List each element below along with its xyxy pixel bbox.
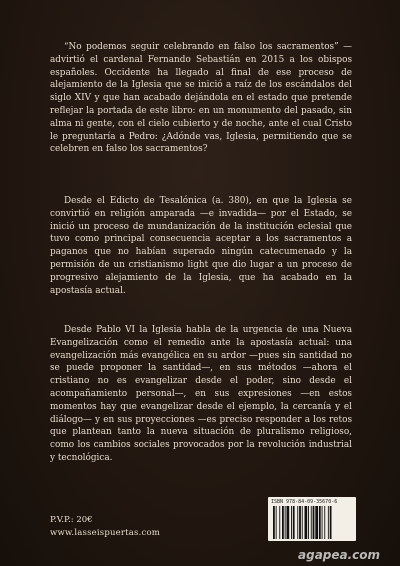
isbn-number: ISBN 978-84-09-35670-6	[271, 499, 338, 505]
isbn-barcode	[268, 497, 356, 541]
synopsis-paragraph-3: Desde Pablo VI la Iglesia habla de la urgencia de una Nueva Evangelización como el remedio ante la apostasía actual: una evangelización más evangélica en su ardor —pues sin santidad no se puede proponer la santidad—, en sus métodos —ahora el cristiano no es evangelizar desde el poder, sino desde el acompañamiento personal—, en sus expresiones —en estos momentos hay que evangelizar desde el ejemplo, la cercanía y el diálogo— y en sus proyecciones —es preciso responder a los retos que plantean tanto la nueva situación de pluralismo religioso, como los cambios sociales provocados por la revolución industrial y tecnológica.	[50, 325, 352, 463]
synopsis-paragraph-1: “No podemos seguir celebrando en falso los sacramentos” —advirtió el cardenal Fernando Sebastián en 2015 a los obispos españoles. Occidente ha llegado al final de ese proceso de alejamiento de la Iglesia que se inició a raíz de los escándalos del siglo XIV y que han acabado dejándola en el estado que pretende reflejar la portada de este libro: en un monumento del pasado, sin alma ni gente, con el cielo cubierto y de noche, ante el cual Cristo le preguntaría a Pedro: ¿Adónde vas, Iglesia, permitiendo que se celebren en falso los sacramentos?	[50, 42, 352, 155]
price: P.V.P.: 20€	[50, 515, 93, 525]
watermark-logo: agapea.com	[298, 548, 381, 562]
synopsis-paragraph-2: Desde el Edicto de Tesalónica (a. 380), en que la Iglesia se convirtió en religión amparada —e invadida— por el Estado, se inició un proceso de mundanización de la institución eclesial que tuvo como principal consecuencia aceptar a los sacramentos a paganos que no habían superado ningún catecumenado y la permisión de un cristianismo light que dio lugar a un proceso de progresivo alejamiento de la Iglesia, que ha acabado en la apostasía actual.	[50, 196, 352, 296]
barcode-icon	[272, 506, 352, 539]
publisher-website: www.lasseispuertas.com	[50, 528, 161, 538]
